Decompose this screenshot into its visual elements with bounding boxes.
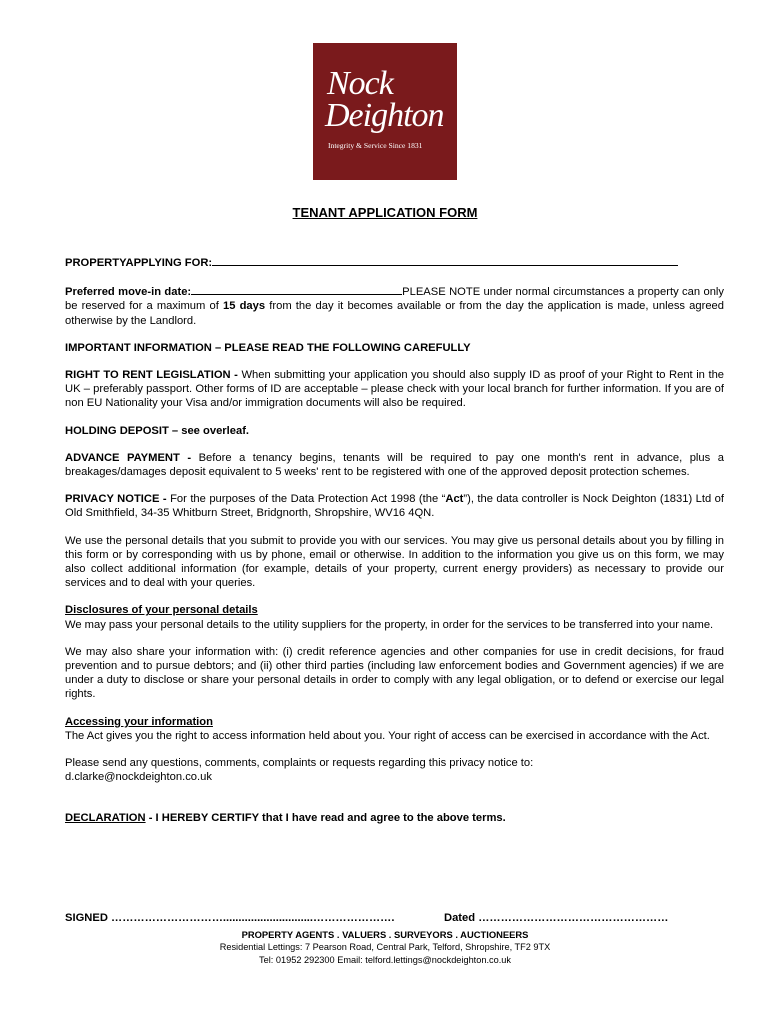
advance-payment-text: Before a tenancy begins, tenants will be required to pay one month's rent in advance, plus a breakages/damages deposit equivalent to 5 weeks' rent to be registered with one of the approved deposit protection schemes. (65, 451, 724, 479)
accessing-heading: Accessing your information (65, 715, 213, 728)
footer-services: PROPERTY AGENTS . VALUERS . SURVEYORS . AUCTIONEERS (241, 929, 529, 940)
property-row (65, 254, 724, 270)
contact-paragraph (65, 756, 724, 784)
privacy-heading: PRIVACY NOTICE - (65, 493, 171, 506)
move-in-paragraph (65, 283, 724, 328)
declaration-paragraph (65, 811, 724, 825)
disclosures-section (65, 603, 724, 631)
accessing-text1: The Act gives you the right to access information held about you. Your right of access can be exercised in accordance with the Act. (65, 729, 710, 742)
reserve-days: 15 days (223, 300, 266, 313)
form-title: TENANT APPLICATION FORM (292, 205, 478, 220)
company-logo (313, 43, 457, 180)
advance-payment-heading: ADVANCE PAYMENT - (65, 451, 199, 464)
footer-contact: Tel: 01952 292300 Email: telford.lettings@nockdeighton.co.uk (259, 955, 511, 966)
privacy-text-b: ”), the data controller is Nock Deighton (1831) Ltd of Old Smithfield, 34-35 Whitburn Street, Bridgnorth, Shropshire, WV16 4QN. (65, 493, 724, 520)
property-label: PROPERTYAPPLYING FOR: (65, 257, 213, 269)
right-to-rent-heading: RIGHT TO RENT LEGISLATION - (65, 369, 242, 382)
contact-email[interactable]: d.clarke@nockdeighton.co.uk (65, 771, 212, 784)
privacy-paragraph (65, 492, 724, 520)
accessing-section (65, 715, 724, 743)
logo-text-deighton: Deighton (325, 97, 444, 134)
form-body (65, 254, 724, 839)
page-footer (0, 928, 770, 968)
disclosures-heading: Disclosures of your personal details (65, 604, 258, 617)
holding-deposit: HOLDING DEPOSIT – see overleaf. (65, 424, 250, 437)
privacy-text-a: For the purposes of the Data Protection Act 1998 (the “ (170, 493, 446, 506)
logo-text-nock: Nock (327, 65, 393, 102)
contact-text: Please send any questions, comments, complaints or requests regarding this privacy notice to: (65, 757, 534, 770)
right-to-rent-text: When submitting your application you should also supply ID as proof of your Right to Rent in the UK – preferably passport. Other forms of ID are acceptable – please check with your local branch for further information. If you are of non EU Nationality your Visa and/or immigration documents will also be required. (65, 369, 725, 410)
move-in-input-line[interactable] (191, 283, 402, 295)
disclosures-text1: We may pass your personal details to the utility suppliers for the property, in order for the services to be transferred into your name. (65, 618, 714, 631)
advance-payment-paragraph (65, 451, 724, 479)
signature-line[interactable]: SIGNED ………………………….............................…………………. (65, 912, 395, 924)
important-heading: IMPORTANT INFORMATION – PLEASE READ THE FOLLOWING CAREFULLY (65, 341, 471, 354)
move-in-label: Preferred move-in date: (65, 286, 192, 299)
logo-tagline: Integrity & Service Since 1831 (328, 141, 423, 150)
disclosures-text2: We may also share your information with: (i) credit reference agencies and other companies for use in credit decisions, for fraud prevention and to pursue debtors; and (ii) other third parties (including law enforcement bodies and Government agencies) if we are under a duty to disclose or share your personal details in order to comply with any legal obligation, or to defend or exercise our legal rights. (65, 645, 724, 701)
declaration-text: - I HEREBY CERTIFY that I have read and agree to the above terms. (145, 812, 506, 825)
footer-address: Residential Lettings: 7 Pearson Road, Central Park, Telford, Shropshire, TF2 9TX (219, 942, 551, 953)
date-line[interactable]: Dated …………………………………………… (444, 912, 669, 924)
declaration-heading: DECLARATION (65, 812, 146, 825)
move-in-note: PLEASE NOTE under normal circumstances a property can only be reserved for a maximum of (65, 286, 724, 313)
right-to-rent-paragraph (65, 368, 724, 411)
privacy-act: Act (445, 493, 464, 506)
move-in-note-end: from the day it becomes available or from the day the application is made, unless agreed otherwise by the Landlord. (65, 300, 724, 327)
use-data-paragraph: We use the personal details that you submit to provide you with our services. You may give us personal details about you by filling in this form or by corresponding with us by phone, email or otherwise. In addition to the information you give us on this form, we may also collect additional information (for example, details of your property, current energy providers) as necessary to provide our services and to deal with your queries. (65, 534, 724, 590)
property-input-line[interactable] (212, 254, 678, 266)
